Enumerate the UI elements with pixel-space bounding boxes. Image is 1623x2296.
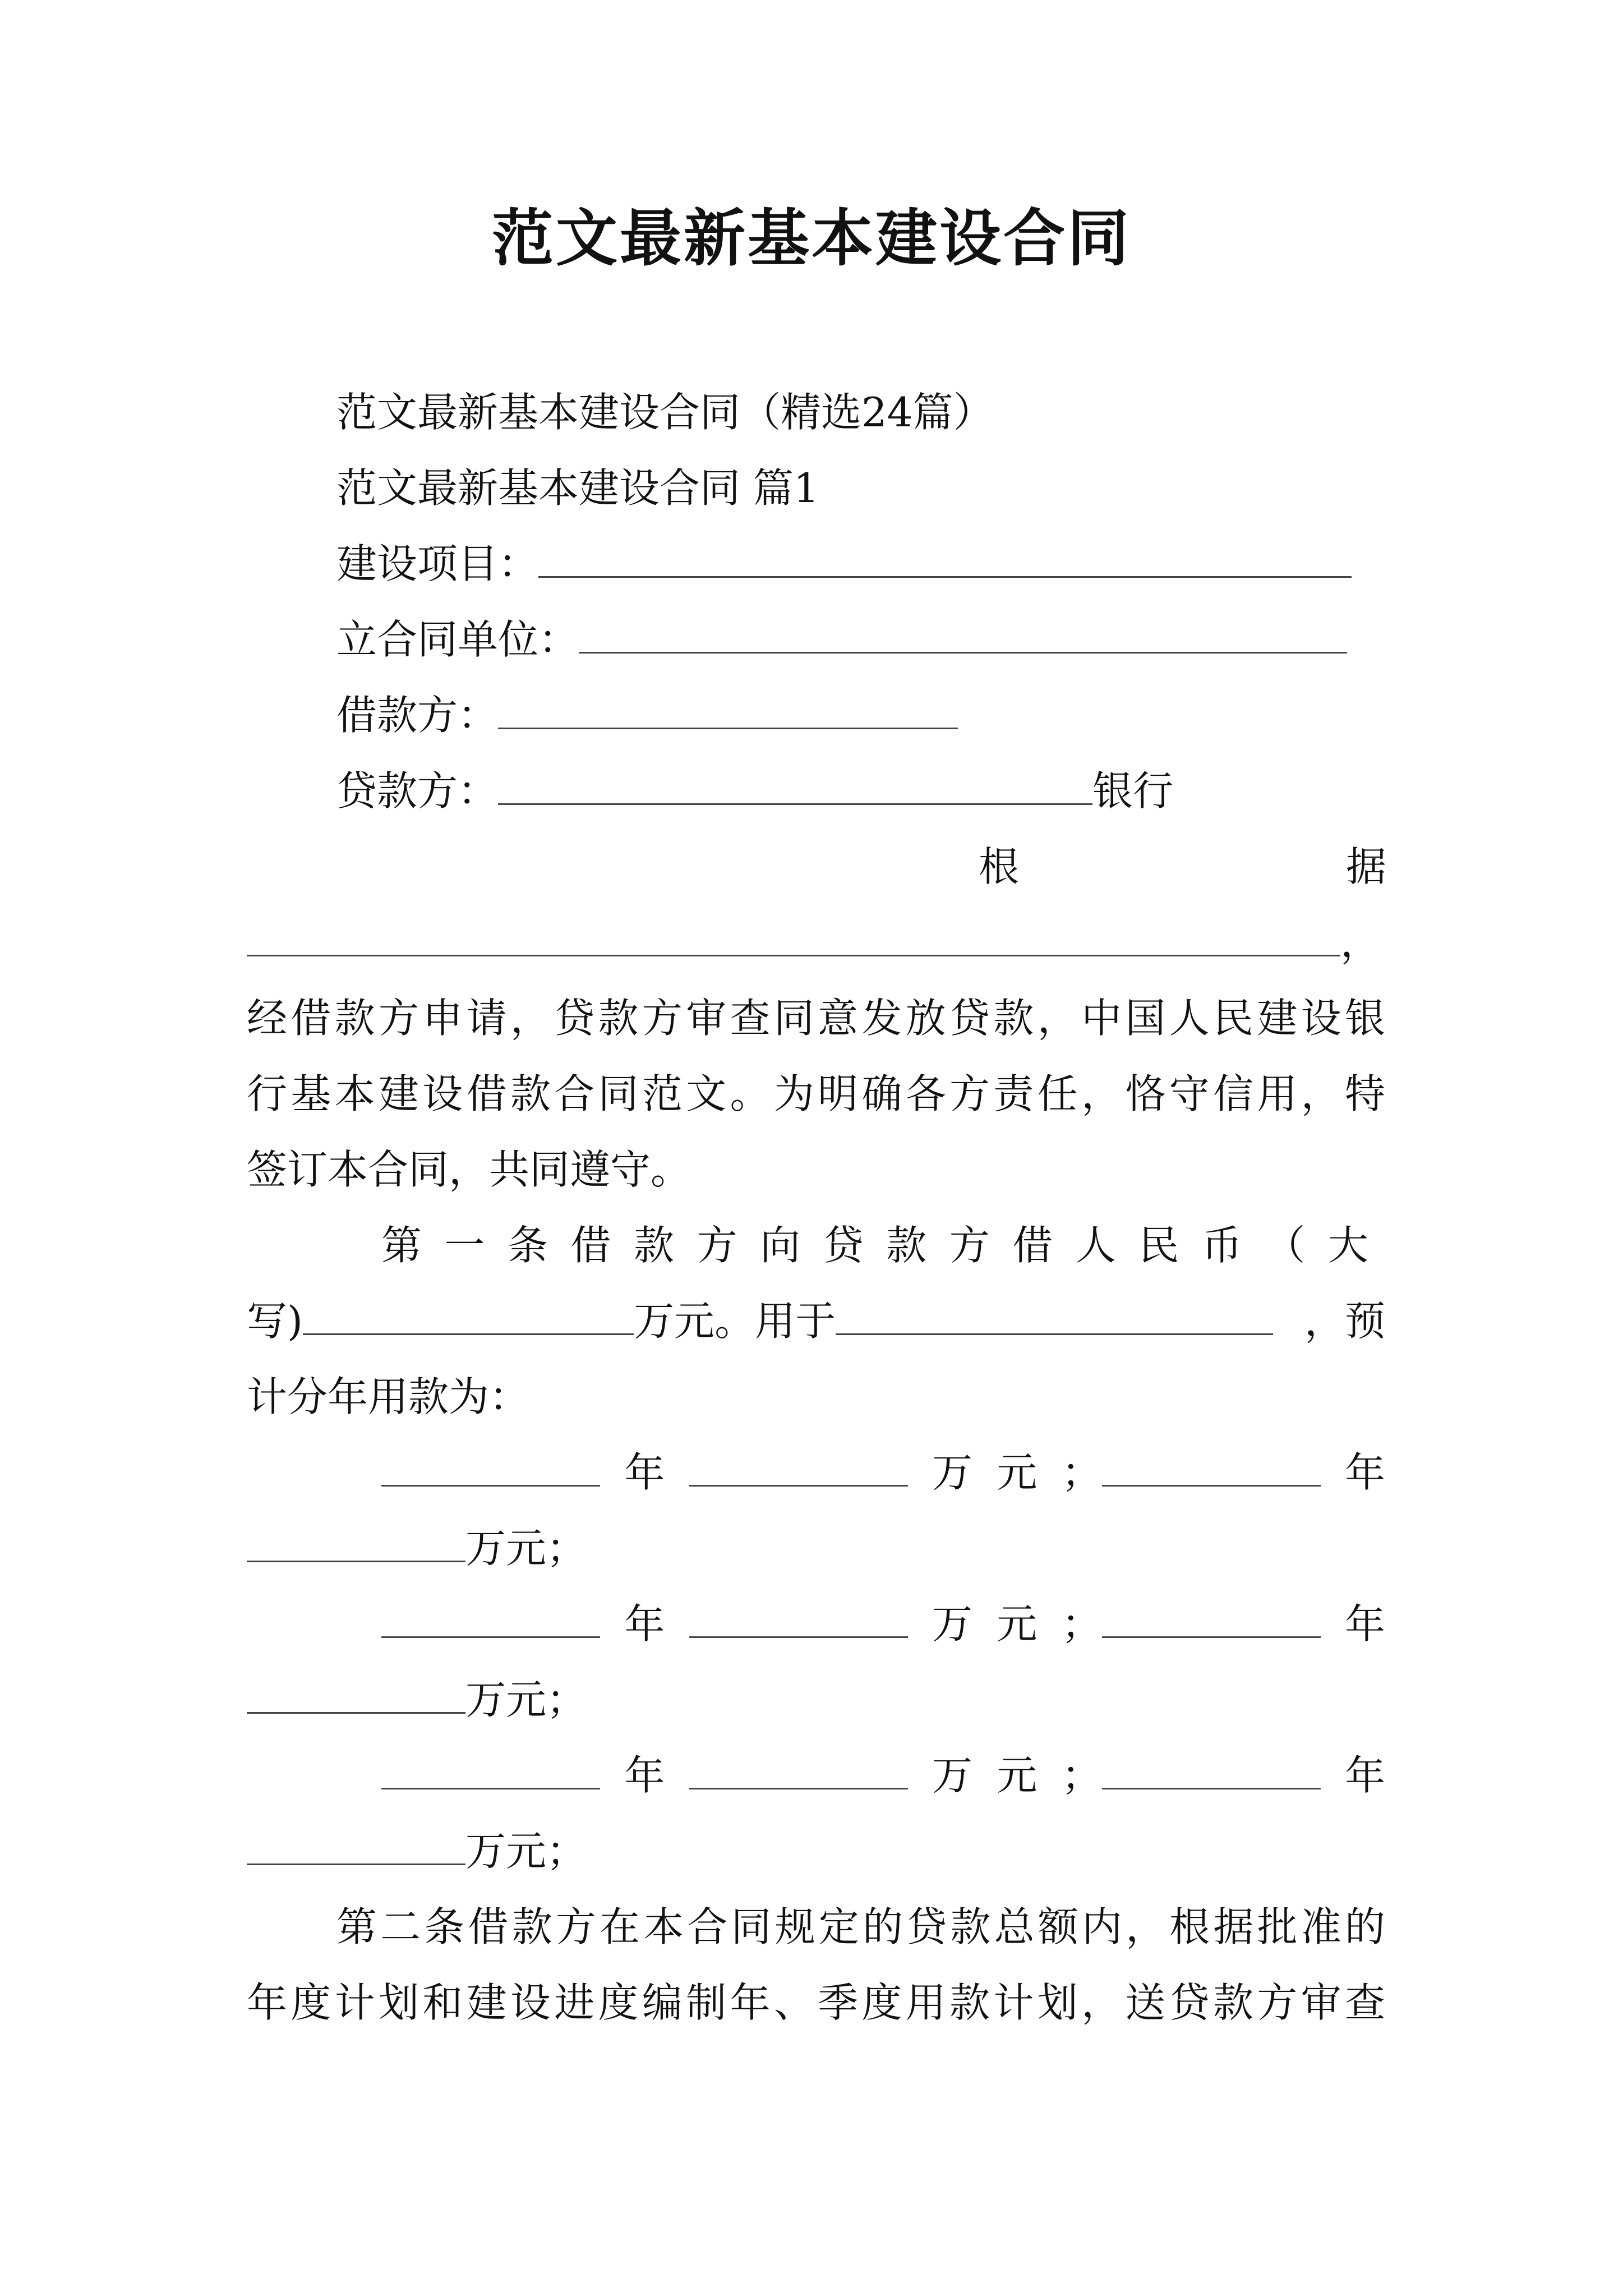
schedule-year-blank: [381, 1450, 600, 1487]
basis-blank-line: [247, 914, 1381, 970]
schedule-year2: 年: [1344, 1600, 1385, 1648]
article1-wanyuan-yongyu: 万元。用于: [634, 1297, 836, 1345]
para1-line1: 经借款方申请，贷款方审查同意发放贷款，中国人民建设银: [247, 995, 1385, 1042]
document-title: 范文最新基本建设合同: [492, 202, 1131, 274]
article1-line3: 计分年用款为：: [247, 1373, 530, 1420]
article1-line1: 第一条借款方向贷款方借人民币（大: [381, 1222, 1385, 1269]
basis-gen: 根: [979, 843, 1020, 890]
basis-blank: [247, 920, 1340, 956]
lender-label: 贷款方：: [336, 767, 499, 815]
purpose-blank: [836, 1299, 1273, 1335]
borrower-label: 借款方：: [336, 692, 499, 739]
schedule-year-blank: [381, 1753, 600, 1789]
project-field: [336, 536, 1352, 592]
schedule-year: 年: [624, 1752, 665, 1799]
lender-field: [336, 763, 1173, 819]
lender-blank: [498, 769, 1092, 805]
schedule-year2-blank: [1102, 1753, 1321, 1789]
article1-yu: ，预: [1304, 1297, 1385, 1345]
schedule-year2: 年: [1344, 1449, 1385, 1496]
schedule-yuan: 元: [997, 1449, 1038, 1496]
borrower-field: [336, 687, 958, 743]
schedule-row-2: [381, 1596, 1385, 1652]
schedule-year: 年: [624, 1600, 665, 1648]
basis-comma: ，: [1340, 919, 1381, 966]
unit-field: [336, 611, 1347, 668]
schedule-wan: 万: [932, 1600, 972, 1648]
schedule-row-2-cont: [247, 1672, 587, 1728]
project-label: 建设项目：: [336, 540, 539, 587]
schedule-amount2-blank: [247, 1829, 465, 1865]
schedule-year2-blank: [1102, 1602, 1321, 1638]
schedule-amount2-blank: [247, 1526, 465, 1562]
schedule-wanyuan: 万元；: [465, 1828, 587, 1875]
schedule-wan: 万: [932, 1752, 972, 1799]
schedule-year-blank: [381, 1602, 600, 1638]
schedule-semicolon: ；: [1061, 1752, 1102, 1799]
lender-suffix: 银行: [1092, 767, 1174, 815]
schedule-yuan: 元: [997, 1600, 1038, 1648]
schedule-amount2-blank: [247, 1677, 465, 1714]
schedule-row-3-cont: [247, 1823, 587, 1879]
unit-blank: [579, 617, 1347, 654]
para1-line2: 行基本建设借款合同范文。为明确各方责任，恪守信用，特: [247, 1070, 1385, 1117]
article2-line2: 年度计划和建设进度编制年、季度用款计划，送贷款方审查: [247, 1979, 1385, 2026]
schedule-row-1: [381, 1444, 1385, 1501]
article2-line1: 第二条借款方在本合同规定的贷款总额内，根据批准的: [336, 1903, 1385, 1950]
schedule-amount-blank: [689, 1450, 908, 1487]
article1-line2: [247, 1293, 1385, 1349]
schedule-wanyuan: 万元；: [465, 1676, 587, 1723]
schedule-wan: 万: [932, 1449, 972, 1496]
schedule-row-3: [381, 1747, 1385, 1803]
schedule-yuan: 元: [997, 1752, 1038, 1799]
para1-line3: 签订本合同，共同遵守。: [247, 1146, 691, 1193]
unit-label: 立合同单位：: [336, 616, 579, 663]
schedule-year: 年: [624, 1449, 665, 1496]
basis-ju: 据: [1346, 843, 1387, 890]
schedule-row-1-cont: [247, 1520, 587, 1576]
amount-blank: [303, 1299, 634, 1335]
schedule-wanyuan: 万元；: [465, 1525, 587, 1572]
schedule-semicolon: ；: [1061, 1600, 1102, 1648]
schedule-semicolon: ；: [1061, 1449, 1102, 1496]
schedule-amount-blank: [689, 1753, 908, 1789]
schedule-year2-blank: [1102, 1450, 1321, 1487]
section-heading: 范文最新基本建设合同 篇1: [336, 464, 819, 512]
article1-xie: 写): [247, 1297, 303, 1345]
document-subtitle: 范文最新基本建设合同（精选24篇）: [336, 389, 994, 436]
schedule-amount-blank: [689, 1602, 908, 1638]
project-blank: [538, 541, 1352, 578]
schedule-year2: 年: [1344, 1752, 1385, 1799]
borrower-blank: [498, 693, 958, 729]
